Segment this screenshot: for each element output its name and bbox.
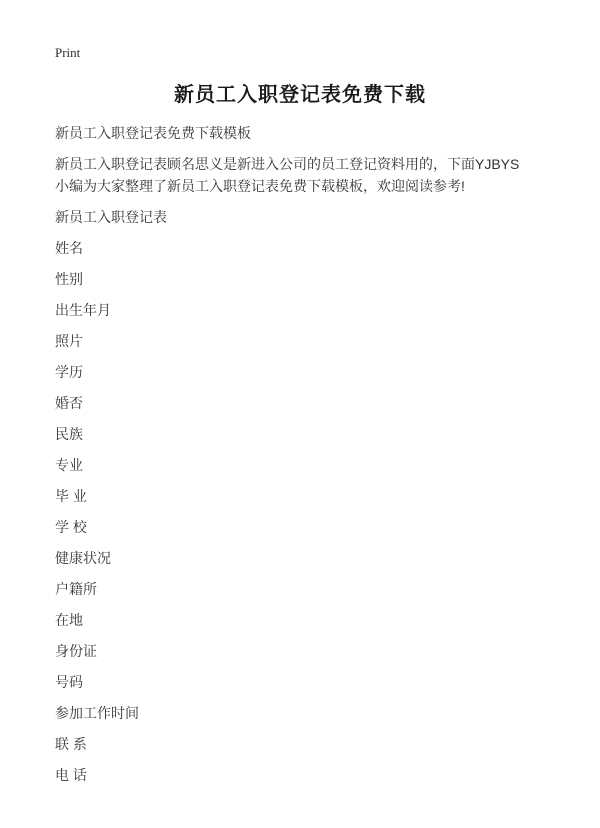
form-field-label: 学 校: [55, 519, 87, 535]
form-field-label: 健康状况: [55, 550, 111, 566]
form-field-label: 照片: [55, 333, 83, 349]
form-field-label: 号码: [55, 674, 83, 690]
intro-paragraph: 新员工入职登记表顾名思义是新进入公司的员工登记资料用的，下面YJBYS小编为大家整理了新员工入职登记表免费下载模板，欢迎阅读参考!: [55, 156, 520, 194]
form-field-label: 专业: [55, 457, 83, 473]
form-field-label: 性别: [55, 271, 83, 287]
form-field-label: 姓名: [55, 240, 83, 256]
form-field-label: 身份证: [55, 643, 97, 659]
print-row: [55, 45, 600, 61]
form-field-label: 电 话: [55, 767, 87, 783]
form-field-label: 婚否: [55, 395, 83, 411]
form-field-label: 毕 业: [55, 488, 87, 504]
form-field-label: 参加工作时间: [55, 705, 139, 721]
article-content: [55, 122, 525, 786]
form-field-label: 民族: [55, 426, 83, 442]
form-field-label: 在地: [55, 612, 83, 628]
form-field-label: 出生年月: [55, 302, 111, 318]
print-link[interactable]: Print: [55, 45, 81, 60]
page-title: 新员工入职登记表免费下载: [174, 84, 426, 106]
form-field-label: 学历: [55, 364, 83, 380]
form-field-label: 户籍所: [55, 581, 97, 597]
form-field-list: [55, 237, 525, 786]
form-field-label: 联 系: [55, 736, 87, 752]
subtitle: 新员工入职登记表免费下载模板: [55, 125, 251, 141]
form-table-heading: 新员工入职登记表: [55, 209, 167, 225]
